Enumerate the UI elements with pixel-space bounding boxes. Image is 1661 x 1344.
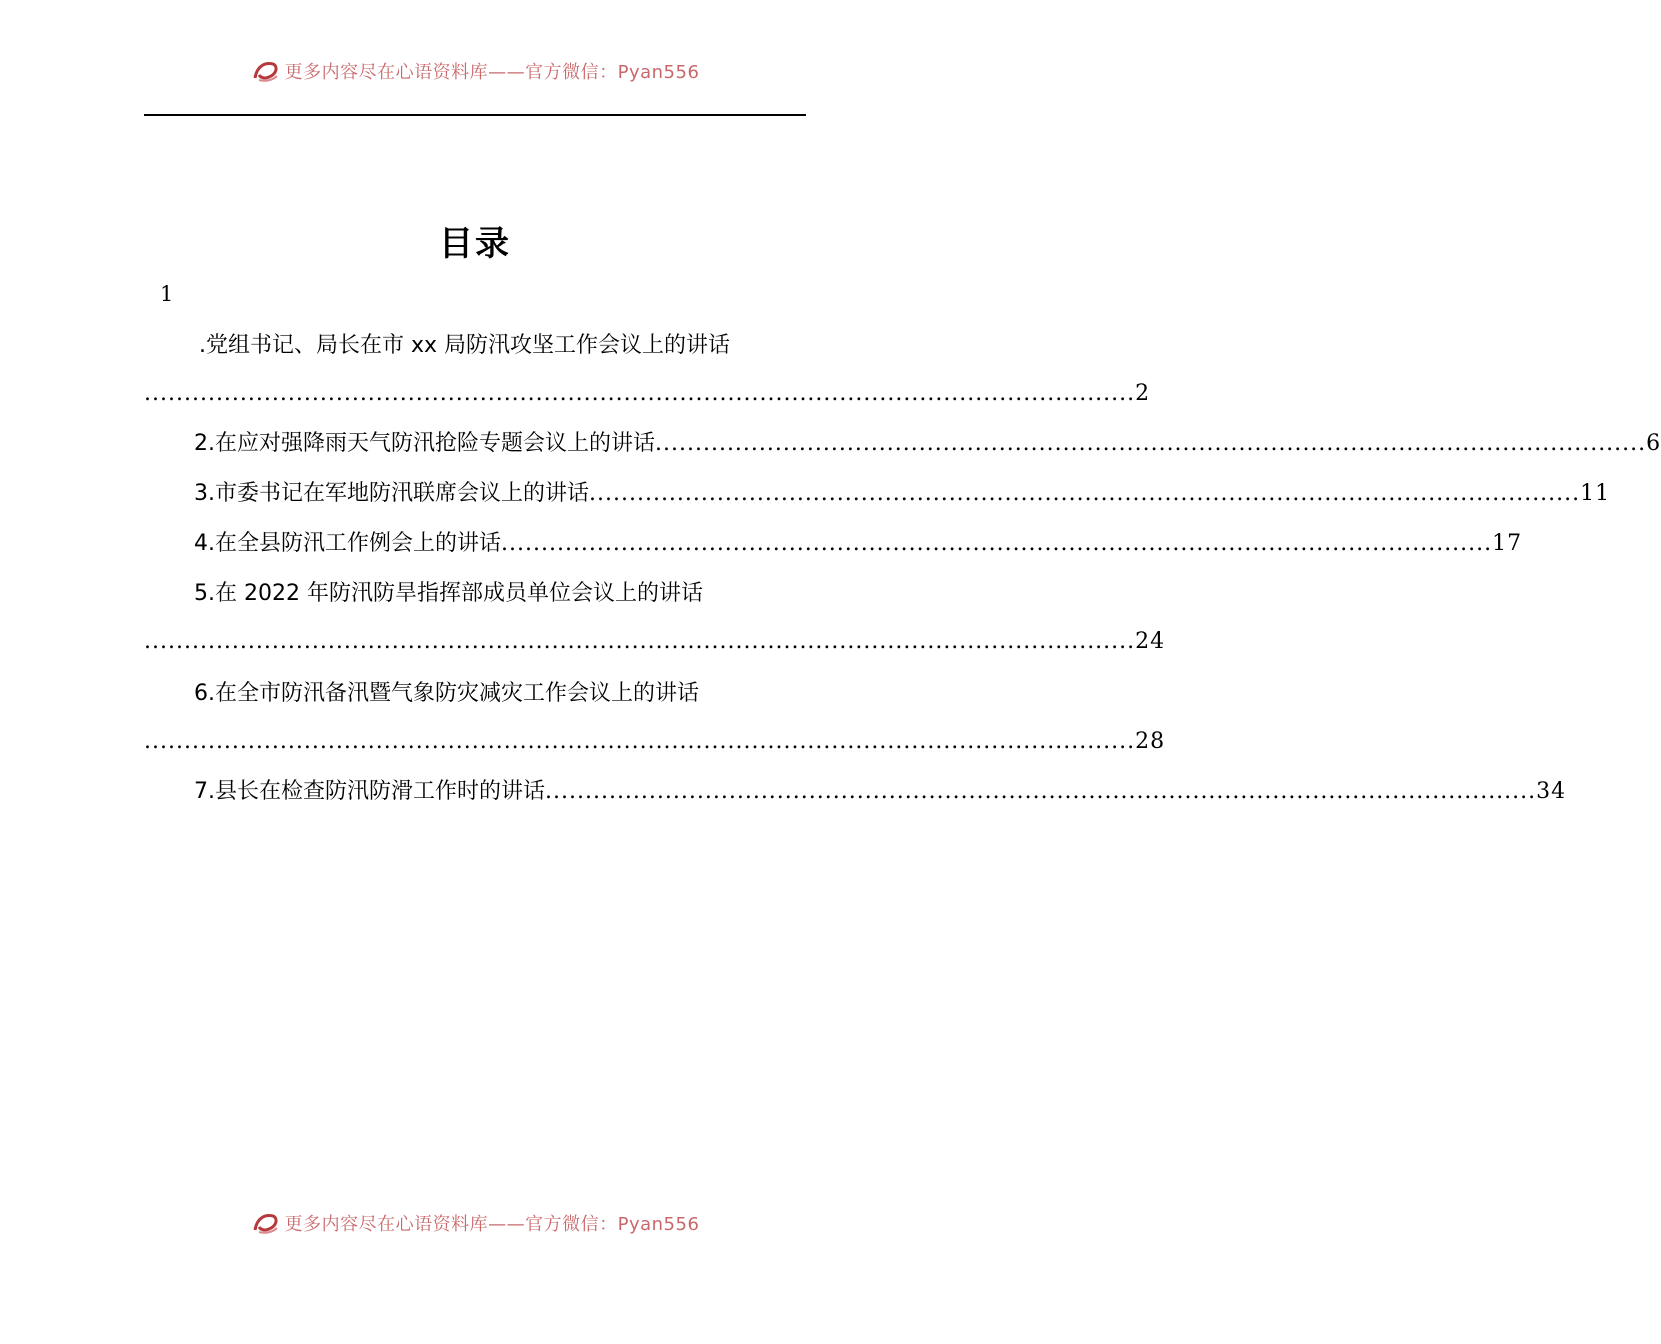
toc-entry-4[interactable]	[144, 524, 1523, 564]
toc-page-number: 17	[1492, 531, 1523, 556]
toc-entry-5[interactable]	[144, 574, 856, 614]
toc-entry-text: 3.市委书记在军地防汛联席会议上的讲话	[194, 481, 589, 506]
toc-leader: ............................................................................................................................	[589, 481, 1581, 506]
footer-watermark	[0, 1208, 950, 1238]
toc-entry-3[interactable]	[144, 474, 1611, 514]
watermark-logo-icon	[251, 58, 281, 84]
toc-leader: ............................................................................................................................	[144, 629, 1136, 654]
toc-page-number: 24	[1135, 629, 1166, 654]
watermark-logo-icon	[251, 1210, 281, 1236]
toc-entry-text: 5.在 2022 年防汛防旱指挥部成员单位会议上的讲话	[194, 581, 703, 606]
toc-entry-text: 2.在应对强降雨天气防汛抢险专题会议上的讲话	[194, 431, 655, 456]
toc-leader: ............................................................................................................................	[144, 729, 1136, 754]
toc-entry-text: 7.县长在检查防汛防滑工作时的讲话	[194, 779, 545, 804]
toc-page-number: 28	[1135, 729, 1166, 754]
header-rule	[144, 114, 806, 116]
header-watermark	[0, 56, 950, 86]
toc-entry-2[interactable]	[144, 424, 1661, 464]
toc-entry-7[interactable]	[144, 772, 1567, 812]
watermark-text: 更多内容尽在心语资料库——官方微信：Pyan556	[284, 62, 700, 83]
toc-entry-number: 1	[160, 282, 174, 306]
toc-entry-text: .党组书记、局长在市 xx 局防汛攻坚工作会议上的讲话	[199, 333, 731, 358]
watermark-text: 更多内容尽在心语资料库——官方微信：Pyan556	[284, 1214, 700, 1235]
toc-leader: ............................................................................................................................	[144, 381, 1136, 406]
toc-page-number: 34	[1536, 779, 1567, 804]
toc-leader: ............................................................................................................................	[501, 531, 1493, 556]
toc-entry-text: 6.在全市防汛备汛暨气象防灾减灾工作会议上的讲话	[194, 681, 699, 706]
toc-entry-text: 4.在全县防汛工作例会上的讲话	[194, 531, 501, 556]
toc-leader: ............................................................................................................................	[655, 431, 1647, 456]
toc-entry-1[interactable]	[144, 326, 861, 366]
toc-entry-1-leader-line[interactable]	[144, 374, 1151, 414]
toc-entry-5-leader-line[interactable]	[144, 622, 1166, 662]
toc-leader: ............................................................................................................................	[545, 779, 1537, 804]
toc-entry-6-leader-line[interactable]	[144, 722, 1166, 762]
toc-page-number: 11	[1580, 481, 1611, 506]
toc-page-number: 2	[1135, 381, 1151, 406]
toc-page-number: 6	[1646, 431, 1661, 456]
page-title: 目录	[439, 224, 511, 264]
toc-entry-6[interactable]	[144, 674, 856, 714]
